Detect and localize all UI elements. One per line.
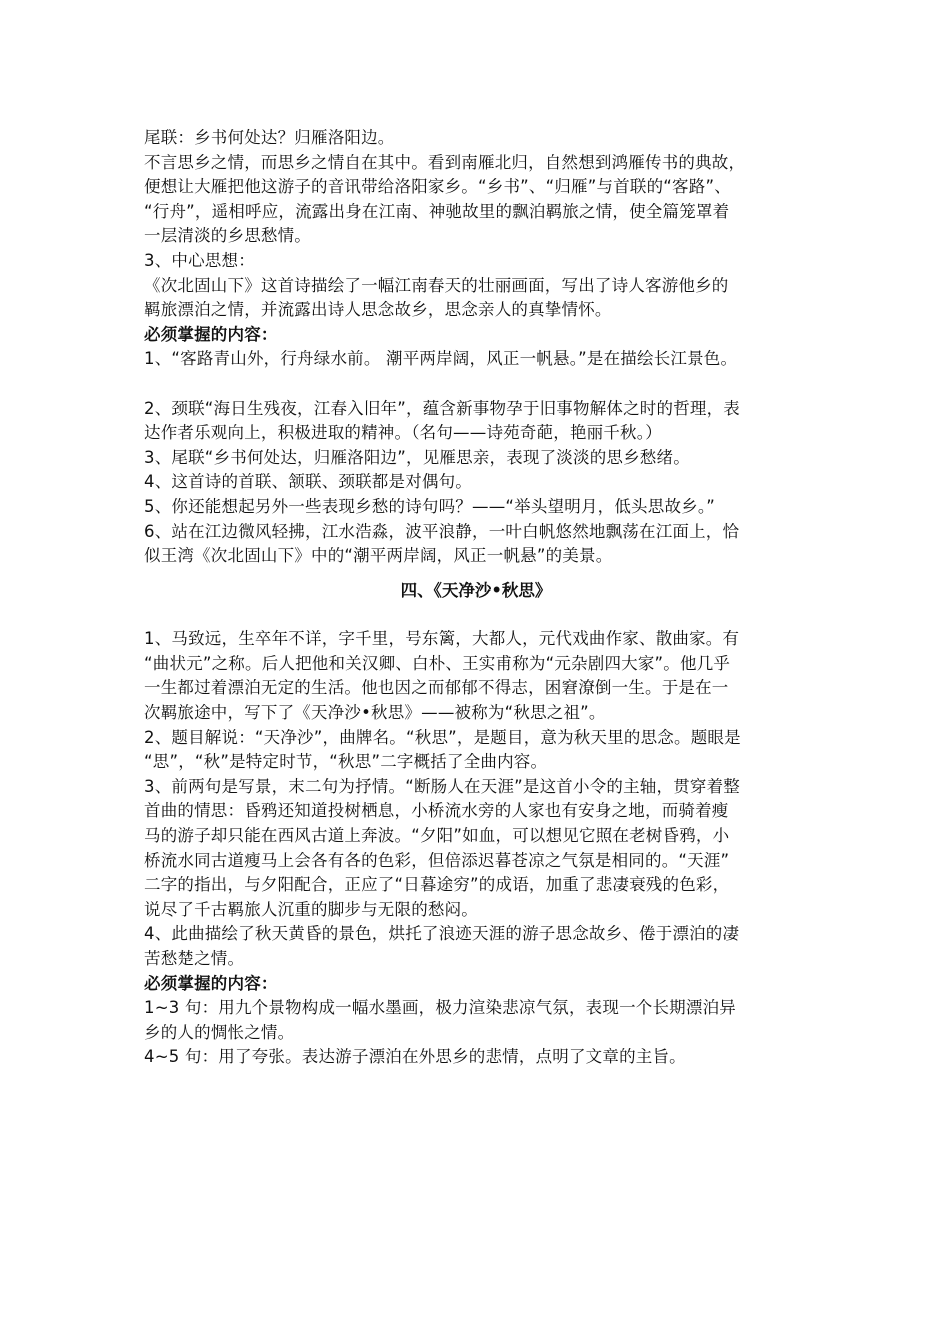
text-line: “曲状元”之称。后人把他和关汉卿、白朴、王实甫称为“元杂剧四大家”。他几乎 <box>144 653 731 673</box>
text-line: 苦愁楚之情。 <box>144 949 245 968</box>
text-line: 4、此曲描绘了秋天黄昏的景色，烘托了浪迹天涯的游子思念故乡、倦于漂泊的凄 <box>144 924 740 944</box>
heading-spacer <box>144 613 808 627</box>
text-line: 2、题目解说：“天净沙”，曲牌名。“秋思”，是题目，意为秋天里的思念。题眼是 <box>144 727 741 747</box>
must-know-item: 4、这首诗的首联、颔联、颈联都是对偶句。 <box>144 472 472 492</box>
must-know-item: 达作者乐观向上，积极进取的精神。（名句——诗苑奇葩，艳丽千秋。） <box>144 423 662 443</box>
must-know-item: 乡的人的惆怅之情。 <box>144 1022 295 1042</box>
text-line: “行舟”，遥相呼应，流露出身在江南、神驰故里的飘泊羁旅之情，使全篇笼罩着 <box>144 201 730 221</box>
section-3-body <box>144 126 808 569</box>
must-know-title: 必须掌握的内容： <box>144 324 278 344</box>
must-know-item: 3、尾联“乡书何处达，归雁洛阳边”，见雁思亲，表现了淡淡的思乡愁绪。 <box>144 447 690 467</box>
text-line: 桥流水同古道瘦马上会各有各的色彩，但倍添迟暮苍凉之气氛是相同的。“天涯” <box>144 850 730 870</box>
text-line: 次羁旅途中，写下了《天净沙•秋思》——被称为“秋思之祖”。 <box>144 703 606 723</box>
text-line: 首曲的情思：昏鸦还知道投树栖息，小桥流水旁的人家也有安身之地，而骑着瘦 <box>144 801 729 821</box>
must-know-item: 6、站在江边微风轻拂，江水浩淼，波平浪静，一叶白帆悠然地飘荡在江面上，恰 <box>144 521 740 541</box>
section-4-body <box>144 627 808 1070</box>
must-know-item: 1、“客路青山外，行舟绿水前。 潮平两岸阔，风正一帆悬。”是在描绘长江景色。 <box>144 349 738 369</box>
must-know-item: 4~5 句：用了夸张。表达游子漂泊在外思乡的悲情，点明了文章的主旨。 <box>144 1047 686 1067</box>
text-line: 不言思乡之情，而思乡之情自在其中。看到南雁北归，自然想到鸿雁传书的典故， <box>144 152 746 172</box>
text-line: “思”，“秋”是特定时节，“秋思”二字概括了全曲内容。 <box>144 752 548 772</box>
must-know-item: 5、你还能想起另外一些表现乡愁的诗句吗？——“举头望明月，低头思故乡。” <box>144 496 716 516</box>
must-know-item: 1~3 句：用九个景物构成一幅水墨画，极力渲染悲凉气氛，表现一个长期漂泊异 <box>144 998 736 1018</box>
text-line: 一层清淡的乡思愁情。 <box>144 226 311 246</box>
must-know-item: 2、颈联“海日生残夜，江春入旧年”，蕴含新事物孕于旧事物解体之时的哲理，表 <box>144 398 740 418</box>
text-line: 尾联：乡书何处达？归雁洛阳边。 <box>144 128 395 147</box>
text-line: 便想让大雁把他这游子的音讯带给洛阳家乡。“乡书”、“归雁”与首联的“客路”、 <box>144 177 731 197</box>
text-line: 说尽了千古羁旅人沉重的脚步与无限的愁闷。 <box>144 899 478 919</box>
blank-line <box>144 372 808 397</box>
text-line: 1、马致远，生卒年不详，字千里，号东篱，大都人，元代戏曲作家、散曲家。有 <box>144 629 740 649</box>
text-line: 《次北固山下》这首诗描绘了一幅江南春天的壮丽画面，写出了诗人客游他乡的 <box>144 275 729 295</box>
must-know-title: 必须掌握的内容： <box>144 973 278 993</box>
text-line: 马的游子却只能在西风古道上奔波。“夕阳”如血，可以想见它照在老树昏鸦，小 <box>144 826 730 846</box>
section-heading: 四、《天净沙•秋思》 <box>400 580 552 600</box>
text-line: 3、前两句是写景，末二句为抒情。“断肠人在天涯”是这首小令的主轴，贯穿着整 <box>144 776 740 796</box>
document-page <box>144 126 808 1070</box>
text-line: 3、中心思想： <box>144 250 255 270</box>
text-line: 羁旅漂泊之情，并流露出诗人思念故乡，思念亲人的真挚情怀。 <box>144 300 612 320</box>
text-line: 二字的指出，与夕阳配合，正应了“日暮途穷”的成语，加重了悲凄衰残的色彩， <box>144 875 730 895</box>
text-line: 一生都过着漂泊无定的生活。他也因之而郁郁不得志，困窘潦倒一生。于是在一 <box>144 678 729 698</box>
must-know-item: 似王湾《次北固山下》中的“潮平两岸阔，风正一帆悬”的美景。 <box>144 546 613 566</box>
